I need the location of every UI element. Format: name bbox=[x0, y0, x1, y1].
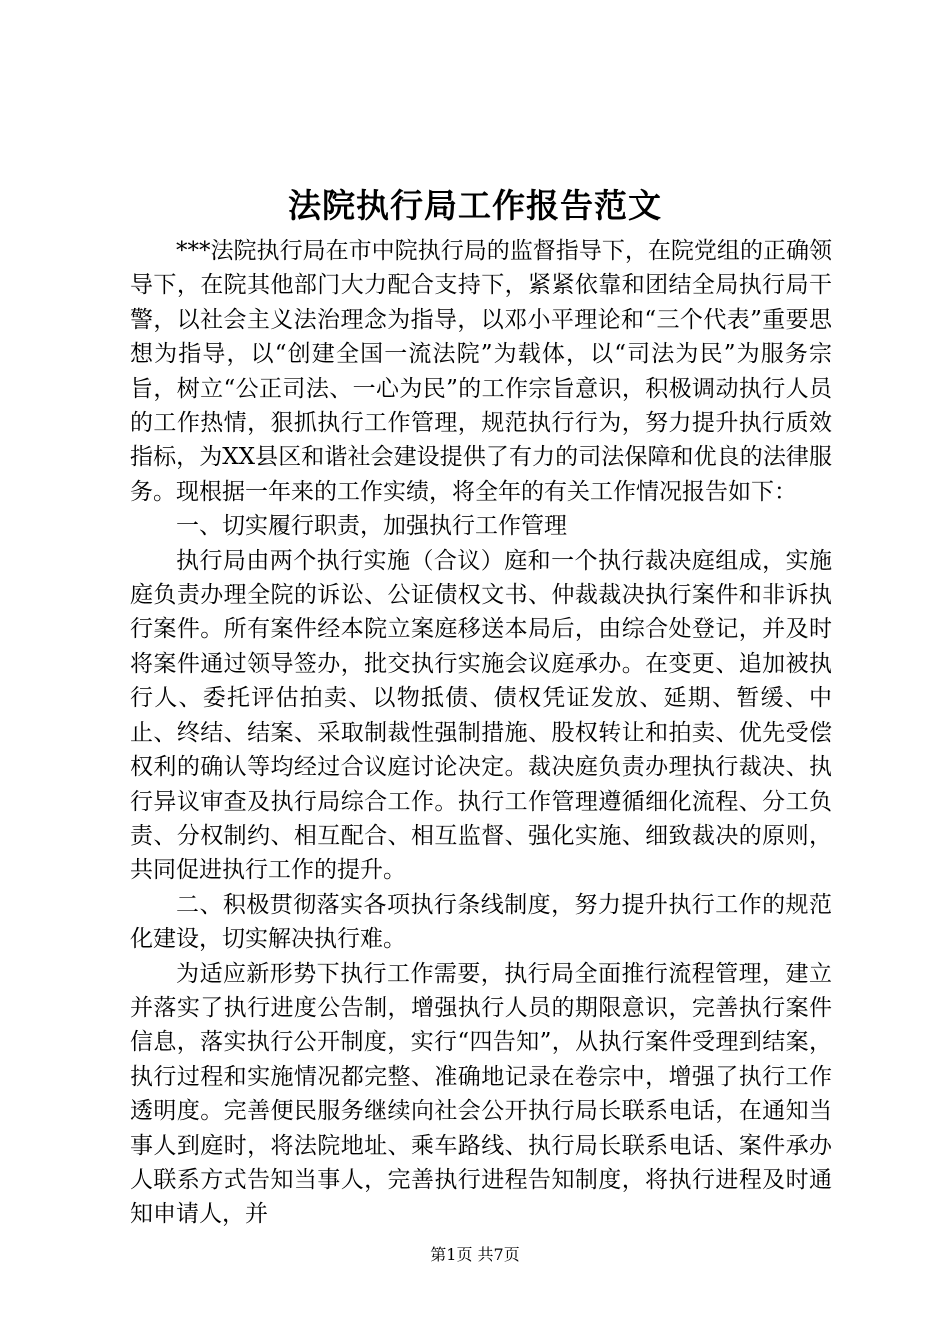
paragraph-intro: ***法院执行局在市中院执行局的监督指导下，在院党组的正确领导下，在院其他部门大力配合支持下，紧紧依靠和团结全局执行局干警，以社会主义法治理念为指导，以邓小平理论和“三个代表”重要思想为指导，以“创建全国一流法院”为载体，以“司法为民”为服务宗旨，树立“公正司法、一心为民”的工作宗旨意识，积极调动执行人员的工作热情，狠抓执行工作管理，规范执行行为，努力提升执行质效指标，为XX县区和谐社会建设提供了有力的司法保障和优良的法律服务。现根据一年来的工作实绩，将全年的有关工作情况报告如下： bbox=[130, 238, 832, 505]
paragraph-section-2: 为适应新形势下执行工作需要，执行局全面推行流程管理，建立并落实了执行进度公告制，增强执行人员的期限意识，完善执行案件信息，落实执行公开制度，实行“四告知”，从执行案件受理到结案，执行过程和实施情况都完整、准确地记录在卷宗中，增强了执行工作透明度。完善便民服务继续向社会公开执行局长联系电话，在通知当事人到庭时，将法院地址、乘车路线、执行局长联系电话、案件承办人联系方式告知当事人，完善执行进程告知制度，将执行进程及时通知申请人，并 bbox=[130, 960, 832, 1228]
section-heading-1: 一、切实履行职责，加强执行工作管理 bbox=[176, 513, 567, 540]
document-title: 法院执行局工作报告范文 bbox=[288, 186, 662, 225]
page-number-footer: 第1页 共7页 bbox=[430, 1245, 520, 1264]
document-body bbox=[130, 234, 832, 1232]
section-heading-2: 二、积极贯彻落实各项执行条线制度，努力提升执行工作的规范化建设，切实解决执行难。 bbox=[130, 891, 832, 953]
paragraph-section-1: 执行局由两个执行实施（合议）庭和一个执行裁决庭组成，实施庭负责办理全院的诉讼、公证债权文书、仲裁裁决执行案件和非诉执行案件。所有案件经本院立案庭移送本局后，由综合处登记，并及时将案件通过领导签办，批交执行实施会议庭承办。在变更、追加被执行人、委托评估拍卖、以物抵债、债权凭证发放、延期、暂缓、中止、终结、结案、采取制裁性强制措施、股权转让和拍卖、优先受偿权利的确认等均经过合议庭讨论决定。裁决庭负责办理执行裁决、执行异议审查及执行局综合工作。执行工作管理遵循细化流程、分工负责、分权制约、相互配合、相互监督、强化实施、细致裁决的原则，共同促进执行工作的提升。 bbox=[130, 547, 832, 884]
